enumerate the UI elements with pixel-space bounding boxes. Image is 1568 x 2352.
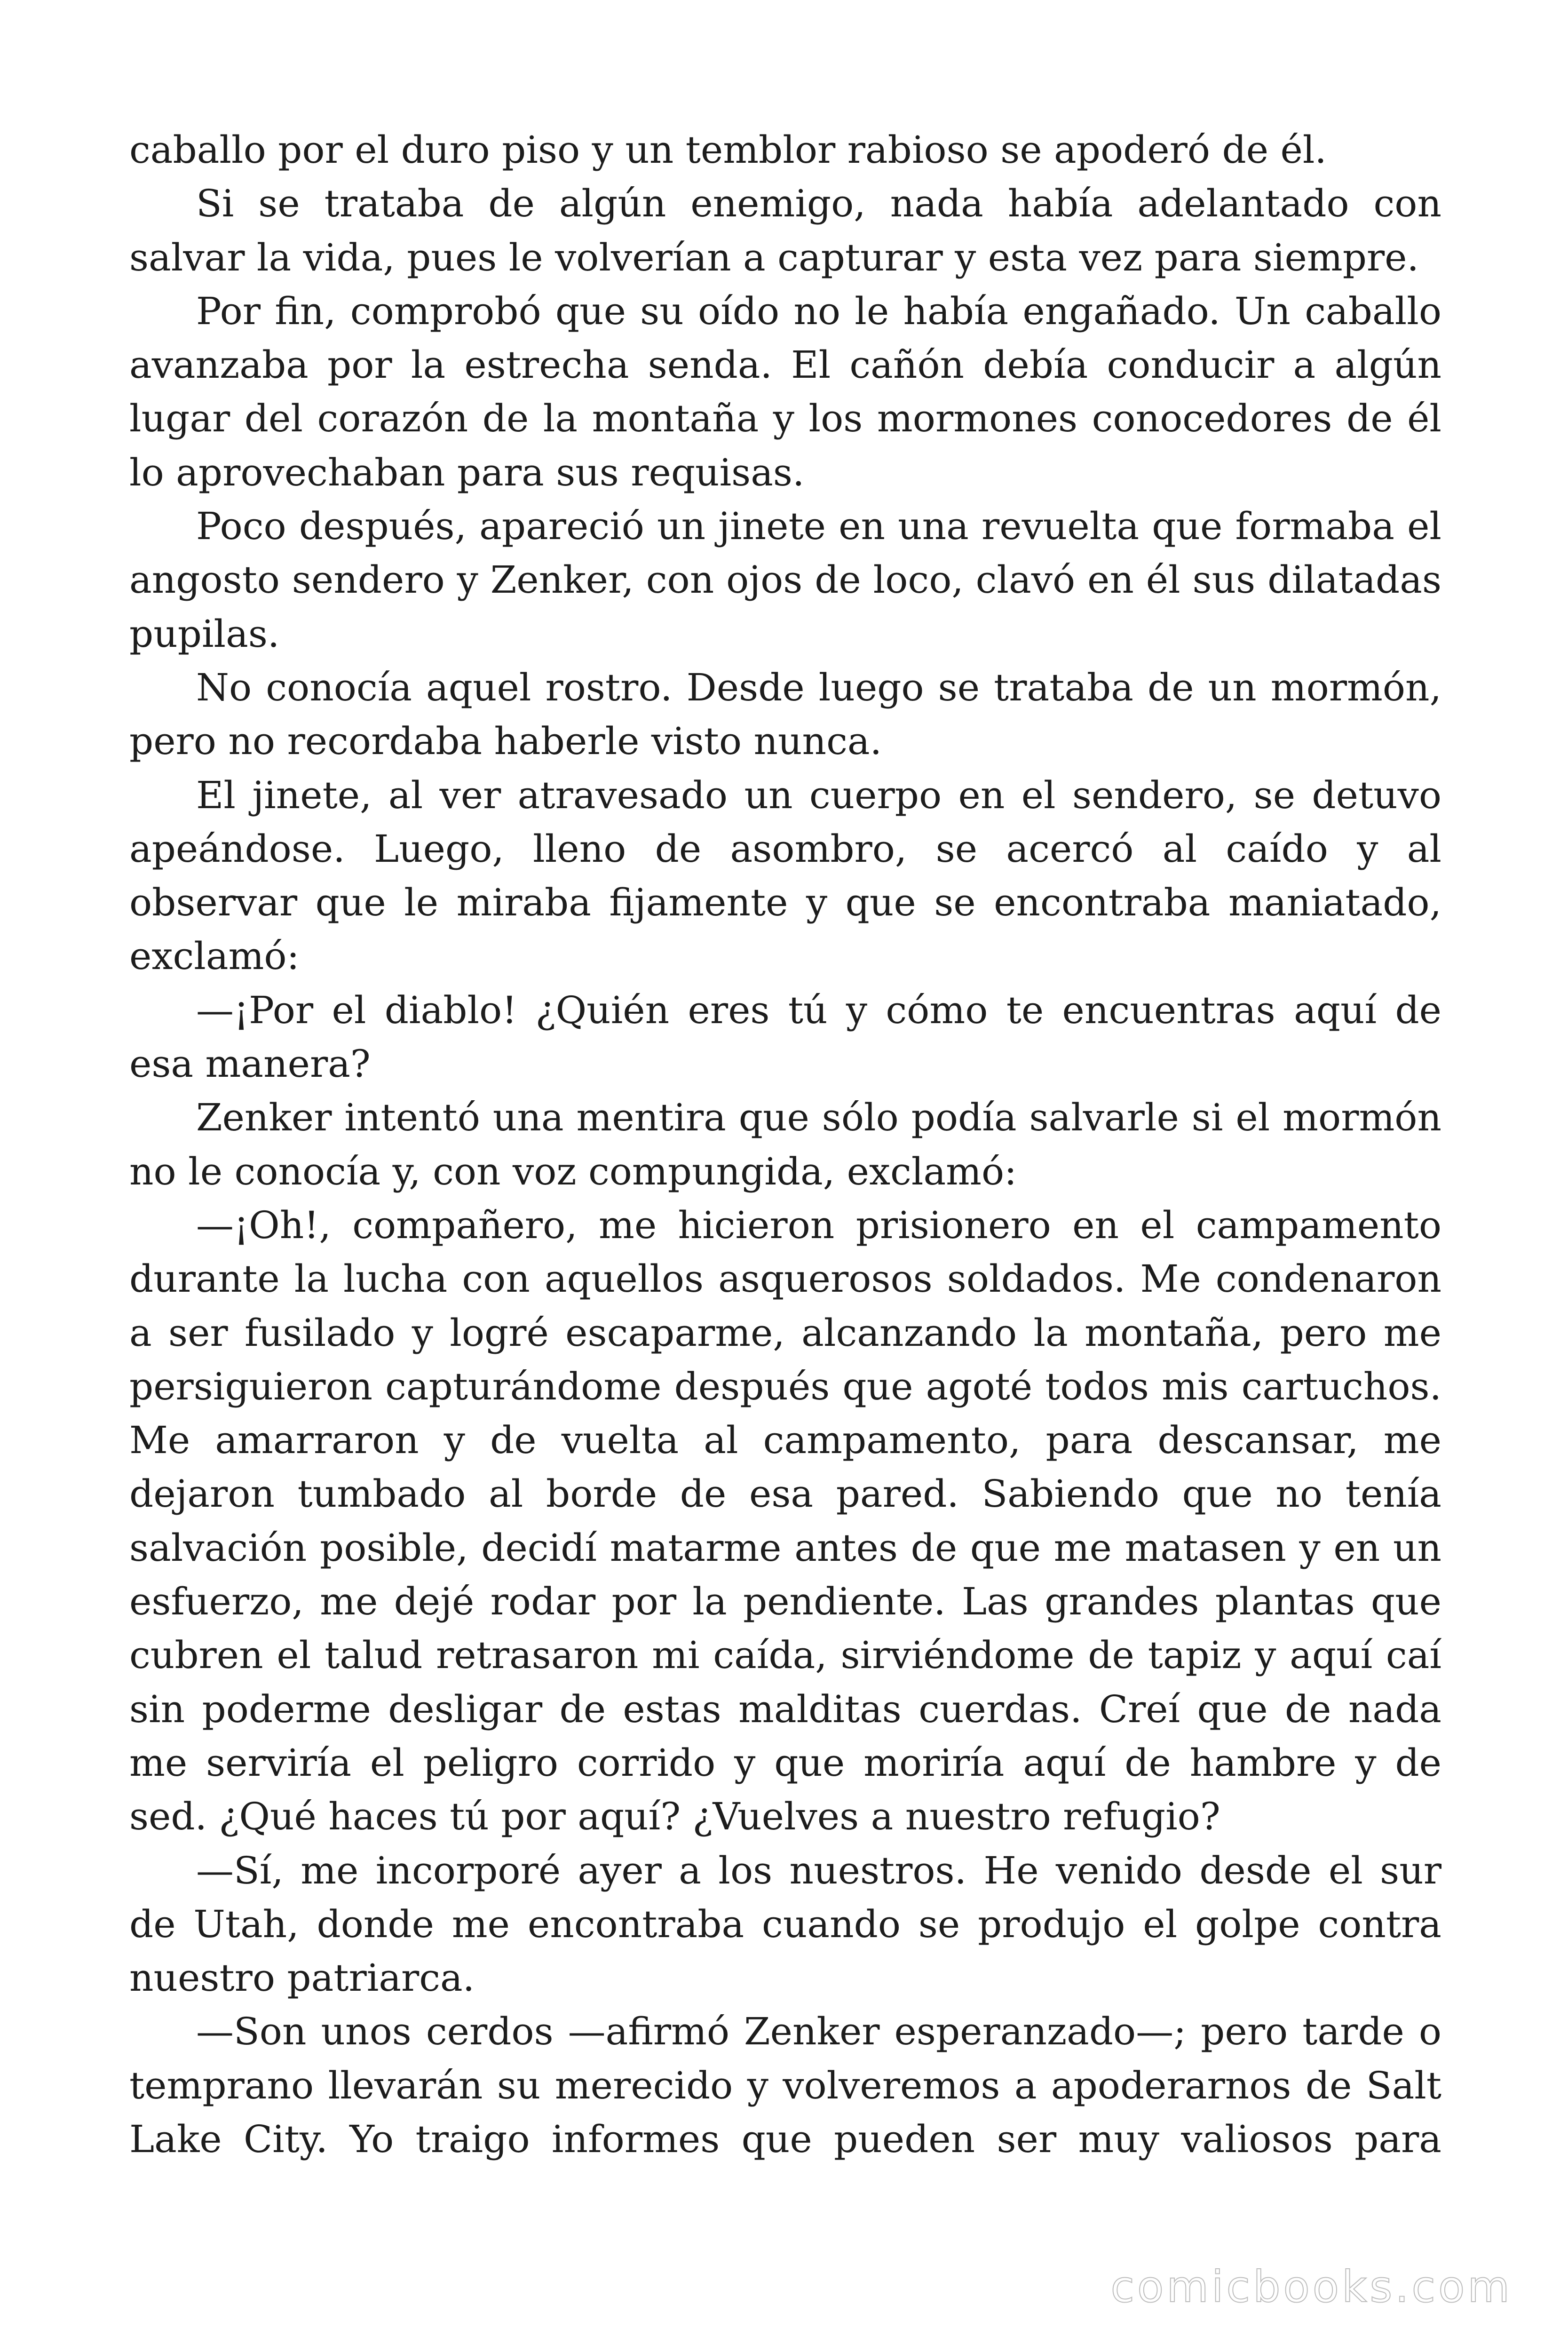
paragraph: Si se trataba de algún enemigo, nada había adelantado con salvar la vida, pues le volverían a capturar y esta vez para siempre. [129,182,1441,279]
paragraph: El jinete, al ver atravesado un cuerpo en el sendero, se detuvo apeándose. Luego, lleno de asombro, se acercó al caído y al observar que le miraba fijamente y que se encontraba maniatado, exclamó: [129,773,1441,978]
dialogue-paragraph: —Son unos cerdos —afirmó Zenker esperanzado—; pero tarde o temprano llevarán su merecido y volveremos a apoderarnos de Salt Lake City. Yo traigo informes que pueden ser muy valiosos para [129,2010,1441,2161]
book-page-text [129,123,1441,2166]
paragraph: Poco después, apareció un jinete en una revuelta que formaba el angosto sendero y Zenker, con ojos de loco, clavó en él sus dilatadas pupilas. [129,504,1441,656]
dialogue-paragraph: —Sí, me incorporé ayer a los nuestros. He venido desde el sur de Utah, donde me encontraba cuando se produjo el golpe contra nuestro patriarca. [129,1848,1441,2000]
watermark-logo: comicbooks.com [1110,2262,1513,2312]
paragraph: Por fin, comprobó que su oído no le había engañado. Un caballo avanzaba por la estrecha senda. El cañón debía conducir a algún lugar del corazón de la montaña y los mormones conocedores de él lo aprovechaban para sus requisas. [129,289,1441,494]
paragraph: caballo por el duro piso y un temblor rabioso se apoderó de él. [129,128,1327,172]
dialogue-paragraph: —¡Por el diablo! ¿Quién eres tú y cómo te encuentras aquí de esa manera? [129,988,1441,1086]
dialogue-paragraph: —¡Oh!, compañero, me hicieron prisionero en el campamento durante la lucha con aquellos asquerosos soldados. Me condenaron a ser fusilado y logré escaparme, alcanzando la montaña, pero me persiguieron capturándome después que agoté todos mis cartuchos. Me amarraron y de vuelta al campamento, para descansar, me dejaron tumbado al borde de esa pared. Sabiendo que no tenía salvación posible, decidí matarme antes de que me matasen y en un esfuerzo, me dejé rodar por la pendiente. Las grandes plantas que cubren el talud retrasaron mi caída, sirviéndome de tapiz y aquí caí sin poderme desligar de estas malditas cuerdas. Creí que de nada me serviría el peligro corrido y que moriría aquí de hambre y de sed. ¿Qué haces tú por aquí? ¿Vuelves a nuestro refugio? [129,1203,1441,1839]
paragraph: Zenker intentó una mentira que sólo podía salvarle si el mormón no le conocía y, con voz compungida, exclamó: [129,1096,1441,1193]
paragraph: No conocía aquel rostro. Desde luego se trataba de un mormón, pero no recordaba haberle visto nunca. [129,665,1441,763]
